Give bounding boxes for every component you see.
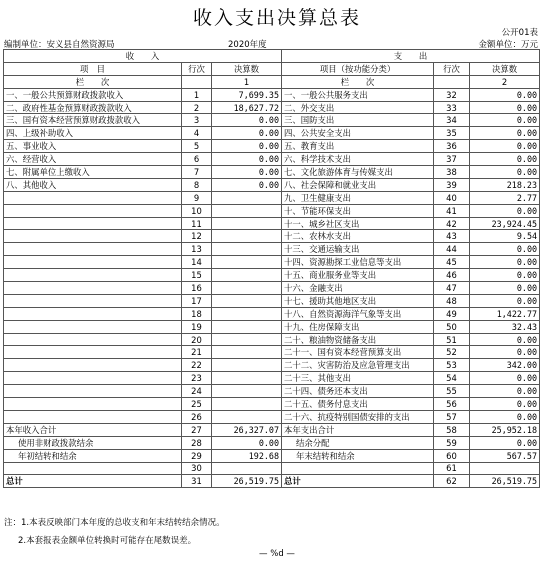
income-item <box>4 398 182 411</box>
table-row <box>4 191 540 204</box>
expense-item: 十二、农林水支出 <box>282 230 434 243</box>
income-amount-header: 决算数 <box>212 62 282 75</box>
income-item <box>4 346 182 359</box>
income-row-no: 8 <box>182 178 212 191</box>
income-amount <box>212 294 282 307</box>
expense-amount: 218.23 <box>470 178 540 191</box>
expense-amount: 0.00 <box>470 243 540 256</box>
expense-amount: 0.00 <box>470 346 540 359</box>
table-row <box>4 204 540 217</box>
expense-amount: 0.00 <box>470 88 540 101</box>
expense-rowno-header: 行次 <box>434 62 470 75</box>
expense-item: 六、科学技术支出 <box>282 153 434 166</box>
expense-row-no: 32 <box>434 88 470 101</box>
expense-item: 二十四、债务还本支出 <box>282 385 434 398</box>
income-row-no: 20 <box>182 333 212 346</box>
income-amount <box>212 282 282 295</box>
table-row <box>4 101 540 114</box>
expense-amount: 25,952.18 <box>470 423 540 436</box>
income-item <box>4 320 182 333</box>
income-row-no: 27 <box>182 423 212 436</box>
expense-amount: 0.00 <box>470 282 540 295</box>
table-row <box>4 230 540 243</box>
table-row <box>4 359 540 372</box>
income-item <box>4 294 182 307</box>
income-column-index: 1 <box>212 75 282 88</box>
expense-item: 八、社会保障和就业支出 <box>282 178 434 191</box>
expense-item: 二十、粮油物资储备支出 <box>282 333 434 346</box>
income-row-no: 16 <box>182 282 212 295</box>
income-row-no: 22 <box>182 359 212 372</box>
expense-item-header: 项目（按功能分类） <box>282 62 434 75</box>
expense-amount-header: 决算数 <box>470 62 540 75</box>
income-row-no: 10 <box>182 204 212 217</box>
income-amount <box>212 359 282 372</box>
income-row-no: 30 <box>182 462 212 475</box>
income-amount <box>212 307 282 320</box>
expense-column-index: 2 <box>470 75 540 88</box>
income-item: 一、一般公共预算财政拨款收入 <box>4 88 182 101</box>
expense-item: 十八、自然资源海洋气象等支出 <box>282 307 434 320</box>
expense-item: 一、一般公共服务支出 <box>282 88 434 101</box>
note-1: 注：1.本表反映部门本年度的总收支和年末结转结余情况。 <box>4 518 225 528</box>
income-item <box>4 462 182 475</box>
income-item <box>4 191 182 204</box>
income-row-no: 4 <box>182 127 212 140</box>
expense-row-no: 60 <box>434 449 470 462</box>
expense-amount: 0.00 <box>470 269 540 282</box>
income-item <box>4 359 182 372</box>
expense-row-no: 39 <box>434 178 470 191</box>
expense-item: 二十六、抗疫特别国债安排的支出 <box>282 410 434 423</box>
income-item <box>4 307 182 320</box>
income-amount <box>212 256 282 269</box>
income-row-no: 3 <box>182 114 212 127</box>
income-amount <box>212 320 282 333</box>
income-amount <box>212 269 282 282</box>
expense-item: 二十一、国有资本经营预算支出 <box>282 346 434 359</box>
income-item: 二、政府性基金预算财政拨款收入 <box>4 101 182 114</box>
income-amount: 0.00 <box>212 153 282 166</box>
income-row-no: 15 <box>182 269 212 282</box>
expense-row-no: 36 <box>434 140 470 153</box>
expense-item: 二、外交支出 <box>282 101 434 114</box>
expense-amount: 0.00 <box>470 333 540 346</box>
expense-row-no: 55 <box>434 385 470 398</box>
income-amount <box>212 462 282 475</box>
expense-amount: 0.00 <box>470 127 540 140</box>
income-rowno-header: 行次 <box>182 62 212 75</box>
expense-item: 十六、金融支出 <box>282 282 434 295</box>
income-expense-table <box>3 49 540 488</box>
expense-item: 三、国防支出 <box>282 114 434 127</box>
income-row-no: 29 <box>182 449 212 462</box>
income-section-header: 收 入 <box>4 50 282 63</box>
expense-amount: 1,422.77 <box>470 307 540 320</box>
table-row <box>4 320 540 333</box>
column-index-row <box>4 75 540 88</box>
expense-row-no: 62 <box>434 475 470 488</box>
income-amount <box>212 398 282 411</box>
report-year: 2020年度 <box>228 40 267 50</box>
table-row <box>4 114 540 127</box>
table-row <box>4 410 540 423</box>
table-row <box>4 385 540 398</box>
expense-column-label: 栏 次 <box>282 75 434 88</box>
expense-item: 十三、交通运输支出 <box>282 243 434 256</box>
report-title: 收入支出决算总表 <box>192 7 361 29</box>
income-amount: 7,699.35 <box>212 88 282 101</box>
table-row <box>4 436 540 449</box>
expense-column-blank <box>434 75 470 88</box>
income-row-no: 23 <box>182 372 212 385</box>
table-row <box>4 127 540 140</box>
income-column-blank <box>182 75 212 88</box>
expense-row-no: 61 <box>434 462 470 475</box>
expense-row-no: 45 <box>434 256 470 269</box>
table-row <box>4 346 540 359</box>
income-amount: 0.00 <box>212 140 282 153</box>
income-item: 八、其他收入 <box>4 178 182 191</box>
income-item: 总计 <box>4 475 182 488</box>
expense-item: 二十三、其他支出 <box>282 372 434 385</box>
column-header-row <box>4 62 540 75</box>
income-amount <box>212 372 282 385</box>
income-amount <box>212 204 282 217</box>
income-row-no: 28 <box>182 436 212 449</box>
expense-item: 十一、城乡社区支出 <box>282 217 434 230</box>
table-row <box>4 333 540 346</box>
income-row-no: 17 <box>182 294 212 307</box>
table-row <box>4 166 540 179</box>
income-row-no: 25 <box>182 398 212 411</box>
expense-amount: 342.00 <box>470 359 540 372</box>
table-row <box>4 398 540 411</box>
income-item <box>4 230 182 243</box>
expense-item: 总计 <box>282 475 434 488</box>
expense-row-no: 47 <box>434 282 470 295</box>
income-amount: 0.00 <box>212 166 282 179</box>
table-body <box>4 88 540 488</box>
table-row <box>4 475 540 488</box>
note-2: 2.本套报表金额单位转换时可能存在尾数误差。 <box>18 536 197 546</box>
expense-amount: 26,519.75 <box>470 475 540 488</box>
income-item <box>4 410 182 423</box>
expense-item: 二十五、债务付息支出 <box>282 398 434 411</box>
section-header-row <box>4 50 540 63</box>
expense-item: 十九、住房保障支出 <box>282 320 434 333</box>
expense-amount: 0.00 <box>470 153 540 166</box>
expense-amount: 2.77 <box>470 191 540 204</box>
income-row-no: 19 <box>182 320 212 333</box>
form-code: 公开01表 <box>501 28 538 38</box>
income-item: 三、国有资本经营预算财政拨款收入 <box>4 114 182 127</box>
table-row <box>4 449 540 462</box>
income-item: 七、附属单位上缴收入 <box>4 166 182 179</box>
income-item <box>4 333 182 346</box>
expense-item: 十四、资源勘探工业信息等支出 <box>282 256 434 269</box>
income-column-label: 栏 次 <box>4 75 182 88</box>
expense-item: 二十二、灾害防治及应急管理支出 <box>282 359 434 372</box>
table-row <box>4 153 540 166</box>
income-item <box>4 269 182 282</box>
expense-row-no: 52 <box>434 346 470 359</box>
income-item <box>4 282 182 295</box>
income-amount <box>212 346 282 359</box>
expense-row-no: 34 <box>434 114 470 127</box>
income-item: 六、经营收入 <box>4 153 182 166</box>
expense-item: 五、教育支出 <box>282 140 434 153</box>
income-item <box>4 243 182 256</box>
expense-amount: 0.00 <box>470 166 540 179</box>
expense-section-header: 支 出 <box>282 50 540 63</box>
income-row-no: 18 <box>182 307 212 320</box>
income-row-no: 2 <box>182 101 212 114</box>
expense-row-no: 43 <box>434 230 470 243</box>
expense-row-no: 38 <box>434 166 470 179</box>
expense-amount: 0.00 <box>470 101 540 114</box>
table-row <box>4 88 540 101</box>
expense-amount: 23,924.45 <box>470 217 540 230</box>
income-item: 本年收入合计 <box>4 423 182 436</box>
expense-item: 四、公共安全支出 <box>282 127 434 140</box>
income-row-no: 14 <box>182 256 212 269</box>
expense-row-no: 57 <box>434 410 470 423</box>
expense-row-no: 40 <box>434 191 470 204</box>
income-item: 使用非财政拨款结余 <box>4 436 182 449</box>
income-row-no: 7 <box>182 166 212 179</box>
expense-amount: 0.00 <box>470 256 540 269</box>
expense-row-no: 48 <box>434 294 470 307</box>
expense-amount: 9.54 <box>470 230 540 243</box>
income-row-no: 5 <box>182 140 212 153</box>
expense-row-no: 46 <box>434 269 470 282</box>
expense-amount <box>470 462 540 475</box>
expense-item <box>282 462 434 475</box>
table-row <box>4 243 540 256</box>
expense-item: 本年支出合计 <box>282 423 434 436</box>
reporting-unit: 编制单位：安义县自然资源局 <box>4 40 115 50</box>
expense-row-no: 33 <box>434 101 470 114</box>
income-amount <box>212 410 282 423</box>
expense-item: 十、节能环保支出 <box>282 204 434 217</box>
income-amount: 192.68 <box>212 449 282 462</box>
expense-item: 年末结转和结余 <box>282 449 434 462</box>
expense-amount: 0.00 <box>470 436 540 449</box>
expense-row-no: 49 <box>434 307 470 320</box>
expense-amount: 32.43 <box>470 320 540 333</box>
income-amount <box>212 230 282 243</box>
expense-row-no: 35 <box>434 127 470 140</box>
income-row-no: 31 <box>182 475 212 488</box>
income-row-no: 6 <box>182 153 212 166</box>
expense-row-no: 37 <box>434 153 470 166</box>
table-row <box>4 282 540 295</box>
table-row <box>4 307 540 320</box>
expense-row-no: 51 <box>434 333 470 346</box>
income-amount <box>212 217 282 230</box>
expense-amount: 0.00 <box>470 385 540 398</box>
income-row-no: 9 <box>182 191 212 204</box>
table-row <box>4 462 540 475</box>
income-item: 五、事业收入 <box>4 140 182 153</box>
table-row <box>4 140 540 153</box>
page-footer: — %d — <box>259 549 295 559</box>
expense-row-no: 42 <box>434 217 470 230</box>
income-amount: 0.00 <box>212 127 282 140</box>
income-row-no: 26 <box>182 410 212 423</box>
amount-unit: 金额单位：万元 <box>478 40 538 50</box>
expense-row-no: 44 <box>434 243 470 256</box>
income-amount: 18,627.72 <box>212 101 282 114</box>
expense-amount: 0.00 <box>470 410 540 423</box>
expense-item: 七、文化旅游体育与传媒支出 <box>282 166 434 179</box>
table-row <box>4 217 540 230</box>
expense-amount: 567.57 <box>470 449 540 462</box>
expense-row-no: 41 <box>434 204 470 217</box>
income-item: 年初结转和结余 <box>4 449 182 462</box>
expense-item: 十七、援助其他地区支出 <box>282 294 434 307</box>
income-row-no: 13 <box>182 243 212 256</box>
expense-amount: 0.00 <box>470 140 540 153</box>
income-row-no: 24 <box>182 385 212 398</box>
expense-amount: 0.00 <box>470 372 540 385</box>
expense-row-no: 50 <box>434 320 470 333</box>
income-amount: 0.00 <box>212 436 282 449</box>
expense-amount: 0.00 <box>470 204 540 217</box>
income-amount <box>212 385 282 398</box>
expense-row-no: 53 <box>434 359 470 372</box>
table-row <box>4 256 540 269</box>
income-amount <box>212 333 282 346</box>
expense-item: 九、卫生健康支出 <box>282 191 434 204</box>
expense-row-no: 56 <box>434 398 470 411</box>
income-amount: 26,519.75 <box>212 475 282 488</box>
expense-item: 十五、商业服务业等支出 <box>282 269 434 282</box>
income-item <box>4 372 182 385</box>
expense-amount: 0.00 <box>470 398 540 411</box>
income-row-no: 21 <box>182 346 212 359</box>
table-row <box>4 178 540 191</box>
income-item: 四、上级补助收入 <box>4 127 182 140</box>
income-amount: 0.00 <box>212 114 282 127</box>
income-row-no: 1 <box>182 88 212 101</box>
expense-row-no: 58 <box>434 423 470 436</box>
table-row <box>4 269 540 282</box>
income-amount: 26,327.07 <box>212 423 282 436</box>
income-item <box>4 217 182 230</box>
table-row <box>4 423 540 436</box>
expense-amount: 0.00 <box>470 114 540 127</box>
income-row-no: 12 <box>182 230 212 243</box>
expense-row-no: 59 <box>434 436 470 449</box>
table-row <box>4 372 540 385</box>
income-item <box>4 256 182 269</box>
income-amount <box>212 243 282 256</box>
table-row <box>4 294 540 307</box>
expense-row-no: 54 <box>434 372 470 385</box>
expense-item: 结余分配 <box>282 436 434 449</box>
income-item <box>4 385 182 398</box>
income-item <box>4 204 182 217</box>
income-amount: 0.00 <box>212 178 282 191</box>
income-item-header: 项 目 <box>4 62 182 75</box>
income-amount <box>212 191 282 204</box>
income-row-no: 11 <box>182 217 212 230</box>
expense-amount: 0.00 <box>470 294 540 307</box>
